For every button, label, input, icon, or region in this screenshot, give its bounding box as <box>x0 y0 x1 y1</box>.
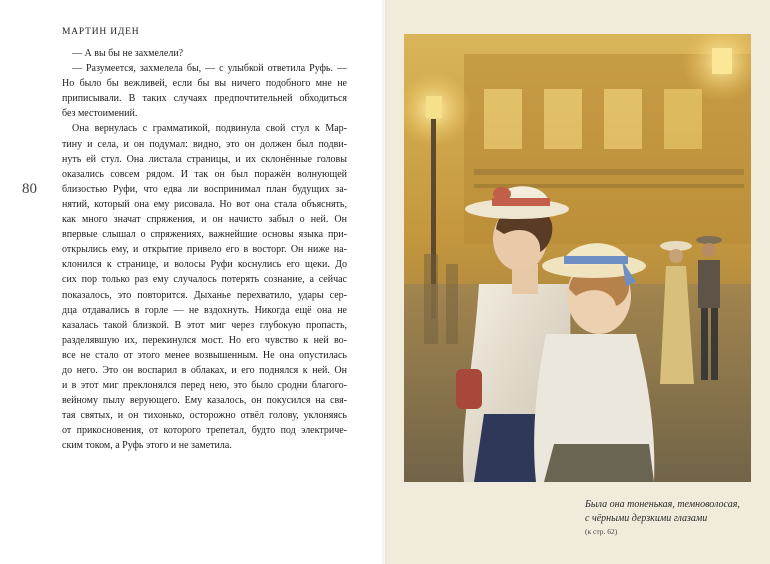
text-line: вейному пылу верующего. Ему казалось, он покусился на свя- <box>62 395 347 407</box>
caption-line: с чёрными дерзкими глазами <box>585 513 708 524</box>
body-text <box>62 46 347 454</box>
text-line: от прикосновения, от которого трепетал, будто под электриче- <box>62 425 347 437</box>
text-line: дца отдавались в горле — не вздохнуть. Никогда ещё она не <box>62 304 347 316</box>
text-line: — Разумеется, захмелела бы, — с улыбкой ответила Руфь. — <box>72 63 347 75</box>
running-head: МАРТИН ИДЕН <box>62 27 140 37</box>
text-line: впервые слышал о спряжениях, важнейшие основы языка при- <box>62 229 347 241</box>
caption-page-reference: (к стр. 62) <box>585 527 618 536</box>
text-line: близостью Руфи, что едва ли воспринимал план будущих за- <box>62 183 347 195</box>
text-line: нятий, который она ему рисовала. Но вот она стала объяснять, <box>62 198 347 210</box>
text-line: показалось, это повторится. Дыханье перехватило, удары сер- <box>62 289 347 301</box>
text-line: все не стало от этого менее возвышенным. Не она опустилась <box>62 349 347 361</box>
text-line: до него. Это он воспарил в облаках, и его поднялся к ней. Он <box>62 364 347 376</box>
text-line: тину и села, и он подумал: видно, это он должен был подви- <box>62 138 347 150</box>
text-line: казалась такой близкой. В этот миг через глубокую пропасть, <box>62 319 347 331</box>
text-line: и в этот миг преклонялся перед нею, это было сродни благого- <box>62 380 347 392</box>
text-line: Но было бы вежливей, если бы вы ничего подобного мне не <box>62 78 347 90</box>
text-line: как много значат спряжения, и он начисто забыл о ней. Он <box>62 214 347 226</box>
illustration-plate <box>404 34 751 482</box>
text-line: нуть ей стул. Она листала страницы, и их склонённые головы <box>62 153 347 165</box>
text-line: клонился к странице, и волосы Руфи коснулись его щеки. До <box>62 259 347 271</box>
text-line: тая святых, и он тихонько, осторожно отвёл голову, уклоняясь <box>62 410 347 422</box>
text-line: сих пор только раз ему случалось потерять сознание, а сейчас <box>62 274 347 286</box>
text-line: открылись ему, и открытие привело его в восторг. Он ниже на- <box>62 244 347 256</box>
caption-line: Была она тоненькая, темноволосая, <box>585 499 740 510</box>
text-line: приписывали. В таких случаях предпочтительней обходиться <box>62 93 347 105</box>
text-line: без местоимений. <box>62 108 138 120</box>
page-number: 80 <box>22 181 37 197</box>
text-line: Она вернулась с грамматикой, подвинула свой стул к Мар- <box>72 123 347 135</box>
text-line: разделявшую их, перекинулся мост. Но его чувство к ней во- <box>62 334 347 346</box>
illustration-caption <box>585 498 755 526</box>
gutter-shadow <box>382 0 388 564</box>
text-line: оказались совсем рядом. И так он был поражён волнующей <box>62 168 347 180</box>
text-line: — А вы бы не захмелели? <box>72 48 184 59</box>
text-line: ским током, а Руфь этого и не заметила. <box>62 440 232 452</box>
